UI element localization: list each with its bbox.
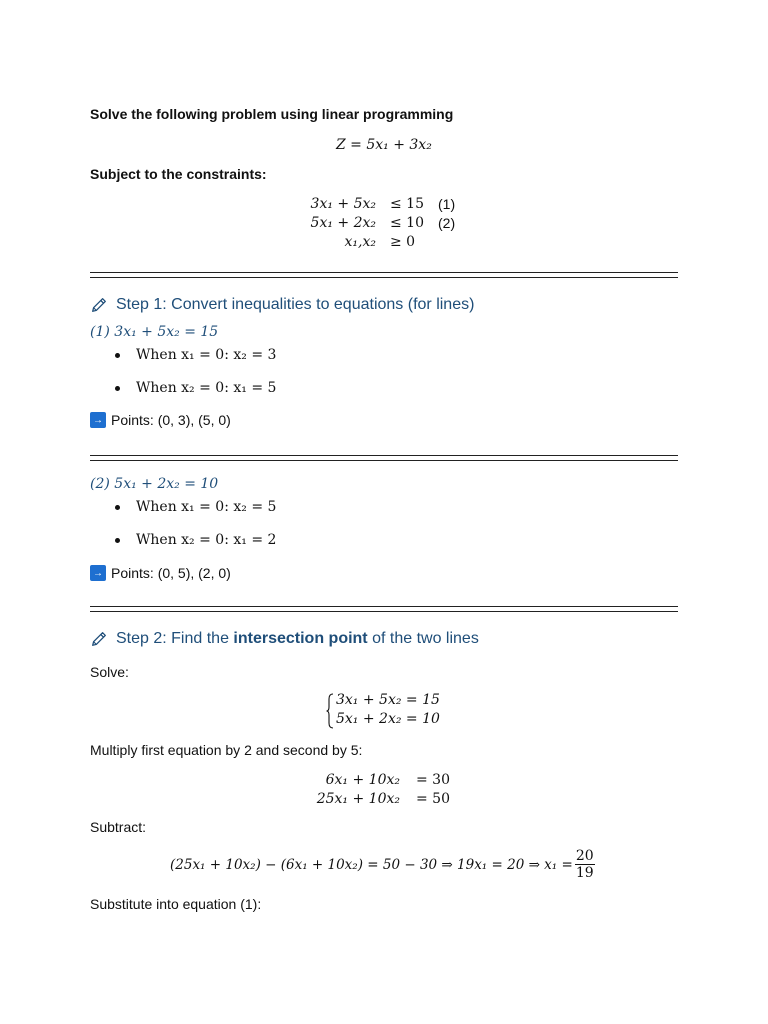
line2-bullet-2: When x₂ = 0: x₁ = 2 [136, 532, 277, 548]
constraint-lhs: 5x₁ + 2x₂ [310, 214, 376, 231]
step1-heading-text: Step 1: Convert inequalities to equations (for lines) [116, 296, 475, 313]
line1-label: (1) 3x₁ + 5x₂ = 15 [90, 324, 219, 340]
line1-bullet-2: When x₂ = 0: x₁ = 5 [136, 380, 277, 396]
constraint-tag: (1) [438, 195, 456, 212]
line1-points [90, 412, 231, 428]
section-divider [90, 606, 678, 612]
scaled-equations [300, 770, 450, 808]
problem-title: Solve the following problem using linear programming [90, 106, 454, 122]
multiply-label: Multiply first equation by 2 and second by 5: [90, 742, 363, 758]
scaled-rhs: = 30 [416, 771, 450, 788]
step2-heading [90, 630, 479, 648]
arrow-right-icon: → [90, 412, 106, 428]
constraints-block [290, 194, 490, 251]
line2-bullet-1: When x₁ = 0: x₂ = 5 [136, 499, 277, 515]
section-divider [90, 455, 678, 461]
system-eq-1: 3x₁ + 5x₂ = 15 [336, 692, 440, 708]
bullet-dot [115, 353, 120, 358]
line1-points-text: Points: (0, 3), (5, 0) [111, 412, 231, 428]
system-eq-2: 5x₁ + 2x₂ = 10 [336, 711, 440, 727]
brace-icon [326, 693, 334, 729]
step2-heading-bold: intersection point [233, 630, 368, 647]
line1-bullet-1: When x₁ = 0: x₂ = 3 [136, 347, 277, 363]
fraction-numerator: 20 [575, 848, 594, 864]
arrow-right-icon: → [90, 565, 106, 581]
line2-points-text: Points: (0, 5), (2, 0) [111, 565, 231, 581]
constraint-row [290, 213, 490, 232]
bullet-dot [115, 386, 120, 391]
subtract-label: Subtract: [90, 819, 147, 835]
constraints-label: Subject to the constraints: [90, 166, 267, 182]
bullet-dot [115, 538, 120, 543]
constraint-rhs: ≥ 0 [390, 233, 416, 250]
objective-function: Z = 5x₁ + 3x₂ [336, 137, 432, 153]
step1-heading [90, 296, 474, 314]
scaled-lhs: 6x₁ + 10x₂ [325, 771, 400, 788]
scaled-eq-row [300, 770, 450, 789]
constraint-rhs: ≤ 15 [390, 195, 424, 212]
fraction [575, 848, 595, 881]
bullet-dot [115, 505, 120, 510]
step2-heading-prefix: Step 2: Find the [116, 630, 234, 647]
step2-heading-text [116, 630, 479, 648]
constraint-lhs: 3x₁ + 5x₂ [310, 195, 376, 212]
line2-label: (2) 5x₁ + 2x₂ = 10 [90, 476, 219, 492]
scaled-lhs: 25x₁ + 10x₂ [316, 790, 400, 807]
section-divider [90, 272, 678, 278]
constraint-rhs: ≤ 10 [390, 214, 424, 231]
solve-label: Solve: [90, 664, 129, 680]
constraint-row [290, 194, 490, 213]
scaled-eq-row [300, 789, 450, 808]
scaled-rhs: = 50 [416, 790, 450, 807]
subtract-equation [170, 848, 595, 881]
constraint-lhs: x₁,x₂ [344, 233, 376, 250]
step2-heading-suffix: of the two lines [367, 630, 479, 647]
constraint-row [290, 232, 490, 251]
pencil-icon [90, 630, 108, 648]
subtract-eq-text: (25x₁ + 10x₂) − (6x₁ + 10x₂) = 50 − 30 ⇒ 19x₁ = 20 ⇒ x₁ = [170, 856, 573, 873]
substitute-label: Substitute into equation (1): [90, 896, 262, 912]
line2-points [90, 565, 231, 581]
fraction-denominator: 19 [575, 865, 594, 881]
equation-system [326, 692, 440, 730]
constraint-tag: (2) [438, 214, 456, 231]
pencil-icon [90, 296, 108, 314]
